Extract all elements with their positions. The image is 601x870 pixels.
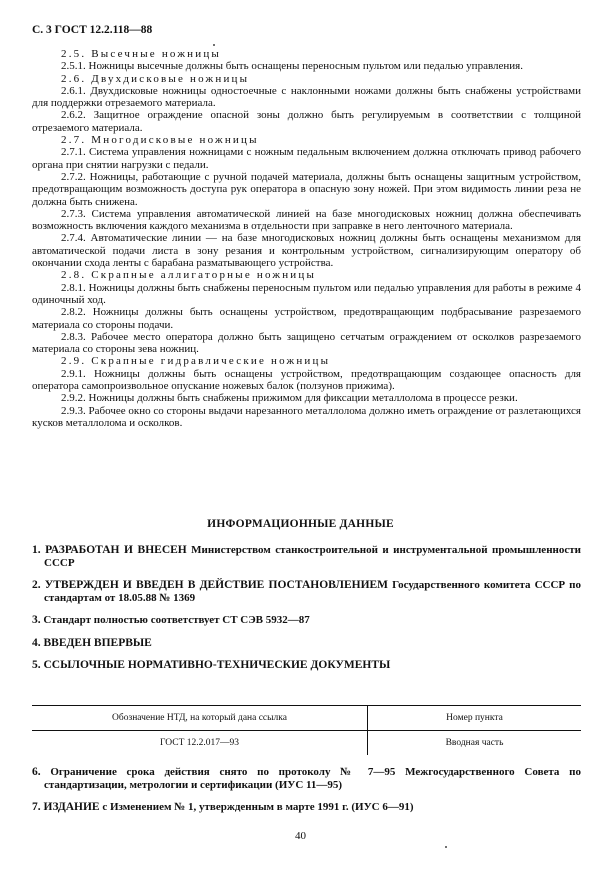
body-text — [32, 48, 581, 429]
column-header-item: Номер пункта — [368, 706, 582, 731]
info-item-text: Министерством станкостроительной и инструментальной промышленности СССР — [44, 544, 581, 569]
info-item-label: 2. УТВЕРЖДЕН И ВВЕДЕН В ДЕЙСТВИЕ ПОСТАНОВЛЕНИЕМ — [32, 579, 389, 591]
info-item-text: Стандарт полностью соответствует СТ СЭВ 5932—87 — [40, 614, 310, 626]
section-heading: 2.8. Скрапные аллигаторные ножницы — [61, 269, 317, 282]
info-item-text: Ограничение срока действия снято по протоколу № 7—95 Межгосударственного Совета по стандартизации, метрологии и сертификации (ИУС 11—95) — [40, 766, 581, 791]
tail-list — [32, 766, 581, 824]
info-item — [32, 659, 581, 672]
reference-table-header — [32, 706, 581, 731]
info-item-label: 7. ИЗДАНИЕ — [32, 801, 100, 813]
table-row — [32, 731, 581, 756]
info-item — [32, 766, 581, 791]
info-item-label: 1. РАЗРАБОТАН И ВНЕСЕН — [32, 544, 187, 556]
page-number: 40 — [295, 830, 306, 842]
column-header-ntd: Обозначение НТД, на который дана ссылка — [32, 706, 368, 731]
table-cell-item: Вводная часть — [445, 738, 504, 748]
paragraph: 2.9.3. Рабочее окно со стороны выдачи нарезанного металлолома должно иметь ограждение от разлетающихся кусков металлолома и осколков. — [32, 404, 581, 429]
info-list — [32, 544, 581, 682]
info-item — [32, 544, 581, 569]
info-item-text: Государственного комитета СССР по стандартам от 18.05.88 № 1369 — [44, 579, 581, 604]
paragraph: 2.9.1. Ножницы должны быть оснащены устройством, предотвращающим создающее опасность для оператора самопроизвольное опускание ножевых балок (ползунов прижима). — [32, 367, 581, 393]
info-item — [32, 614, 581, 627]
scan-speck — [213, 44, 215, 46]
paragraph: 2.7.3. Система управления автоматической линией на базе многодисковых ножниц должна обеспечивать возможность включения каждого механизма в отдельности при заправке в него ленточного материала. — [32, 207, 581, 233]
paragraph: 2.9.2. Ножницы должны быть снабжены прижимом для фиксации металлолома в процессе резки. — [61, 392, 518, 405]
info-item-label: 3. — [32, 614, 41, 626]
section-heading: 2.7. Многодисковые ножницы — [61, 134, 259, 147]
paragraph: 2.8.2. Ножницы должны быть оснащены устройством, предотвращающим подбрасывание разрезаемого материала со стороны подачи. — [32, 306, 581, 331]
section-heading: 2.5. Высечные ножницы — [61, 48, 222, 60]
info-section-title: ИНФОРМАЦИОННЫЕ ДАННЫЕ — [207, 518, 394, 530]
paragraph: 2.8.3. Рабочее место оператора должно быть защищено сетчатым ограждением от осколков разрезаемого материала со стороны зева ножниц. — [32, 330, 581, 356]
page-header: С. 3 ГОСТ 12.2.118—88 — [32, 24, 153, 36]
paragraph: 2.5.1. Ножницы высечные должны быть оснащены переносным пультом или педалью управления. — [61, 60, 523, 73]
reference-table — [32, 705, 581, 755]
paragraph: 2.7.4. Автоматические линии — на базе многодисковых ножниц должны быть оснащены механизмом для автоматической подачи листа в зону резания и контрольным устройством, сигнализирующим оператору об окончании схода ленты с барабана разматывающего устройства. — [32, 232, 581, 270]
scan-speck — [445, 846, 447, 848]
section-heading: 2.9. Скрапные гидравлические ножницы — [61, 355, 331, 368]
paragraph: 2.8.1. Ножницы должны быть снабжены переносным пультом или педалью управления для работы в режиме 4 одиночный ход. — [32, 281, 581, 306]
info-item — [32, 801, 581, 814]
paragraph: 2.6.1. Двухдисковые ножницы одностоечные с наклонными ножами должны быть снабжены устройствами для поддержки отрезаемого материала. — [32, 84, 581, 110]
table-cell-ntd: ГОСТ 12.2.017—93 — [32, 731, 368, 756]
paragraph: 2.6.2. Защитное ограждение опасной зоны должно быть регулируемым в соответствии с толщиной отрезаемого материала. — [32, 109, 581, 134]
paragraph: 2.7.2. Ножницы, работающие с ручной подачей материала, должны быть оснащены защитным устройством, предотвращающим возможность доступа рук оператора в опасную зону ножей. При этом видимость линии реза не должна быть снижена. — [32, 170, 581, 208]
info-item-text: с Изменением № 1, утвержденным в марте 1991 г. (ИУС 6—91) — [99, 801, 414, 813]
section-heading: 2.6. Двухдисковые ножницы — [61, 72, 250, 85]
info-item-label: 6. — [32, 766, 41, 778]
info-item-label: 4. ВВЕДЕН ВПЕРВЫЕ — [32, 636, 152, 649]
info-item — [32, 637, 581, 650]
info-item — [32, 579, 581, 604]
info-item-label: 5. ССЫЛОЧНЫЕ НОРМАТИВНО-ТЕХНИЧЕСКИЕ ДОКУМЕНТЫ — [32, 659, 391, 671]
paragraph: 2.7.1. Система управления ножницами с ножным педальным включением должна отключать привод рабочего органа при снятии нагрузки с педали. — [32, 146, 581, 171]
